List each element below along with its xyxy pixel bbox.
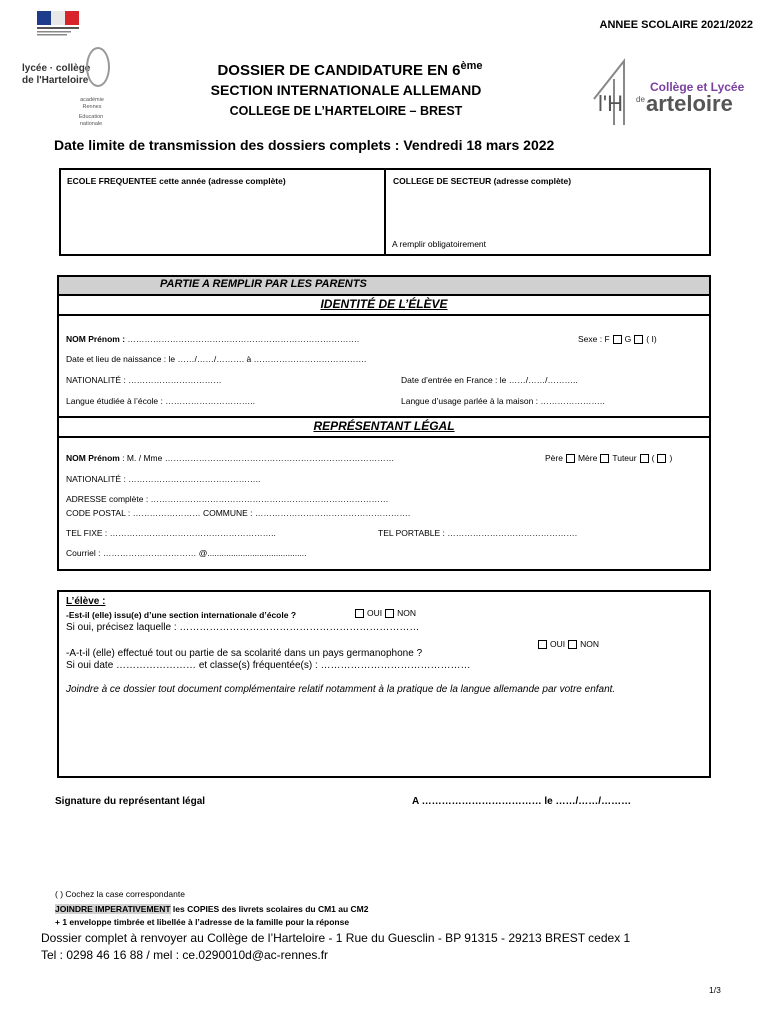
nom-prenom-label: NOM Prénom : [66,334,126,344]
signature-place-date: A ……………………………… le ……/……/……… [412,796,632,807]
rep-title: REPRÉSENTANT LÉGAL [313,419,455,433]
joindre-row [55,904,368,914]
q1-non-label: NON [397,608,417,618]
code-postal-row: CODE POSTAL : …………………… COMMUNE : ………………………………………………. [66,508,411,518]
logo-prefix: l'H [598,91,623,116]
adresse-row: ADRESSE complète : ………………………………………………………………………… [66,494,389,504]
courriel-row: Courriel : …………………………… @.......................................... [66,548,307,558]
college-secteur-label: COLLEGE DE SECTEUR (adresse complète) [393,176,572,186]
tel-portable-row: TEL PORTABLE : ………………………………………. [378,528,578,538]
remplir-obligatoirement: A remplir obligatoirement [392,239,487,249]
republic-logo [37,11,79,37]
enveloppe-row: + 1 enveloppe timbrée et libellée à l’adresse de la famille pour la réponse [55,917,350,927]
title-line3: COLLEGE DE L’HARTELOIRE – BREST [229,104,463,118]
eleve-q1-detail: Si oui, précisez laquelle : ……………………………………………………………… [66,622,420,633]
title-line2: SECTION INTERNATIONALE ALLEMAND [210,82,482,98]
logo-top-text: Collège et Lycée [650,80,745,94]
nom-prenom-dots: ………………………………………………………………………. [125,334,360,344]
college-lycee-logo [590,55,755,127]
date-entree-row: Date d’entrée en France : le ……/……/……….. [401,375,578,385]
pere-label: Père [545,453,563,463]
cochez-note: ( ) Cochez la case correspondante [55,889,185,899]
joindre-highlight: JOINDRE IMPERATIVEMENT [55,904,171,914]
rep-top-divider [57,416,711,418]
sexe-label: Sexe : F [578,334,610,344]
contact-row: Tel : 0298 46 16 88 / mel : ce.0290010d@ac-rennes.fr [41,948,329,962]
naissance-row: Date et lieu de naissance : le ……/……/………. à …………………………………. [66,354,367,364]
eleve-q1-options [352,608,416,618]
langue-ecole-row: Langue étudiée à l’école : ………………………….. [66,396,255,406]
nationalite-row: NATIONALITÉ : …………………………… [66,375,222,385]
sexe-g-checkbox[interactable] [634,335,643,344]
eleve-q1: -Est-il (elle) issu(e) d’une section internationale d’école ? [66,610,297,620]
tuteur-checkbox[interactable] [640,454,649,463]
sexe-end: ( I) [646,334,657,344]
rep-bottom-divider [57,436,711,438]
joindre-rest: les COPIES des livrets scolaires du CM1 au CM2 [170,904,369,914]
q2-non-checkbox[interactable] [568,640,577,649]
tuteur-end-checkbox[interactable] [657,454,666,463]
eleve-q2: -A-t-il (elle) effectué tout ou partie de sa scolarité dans un pays germanophone ? [66,648,423,659]
parents-band [59,277,709,294]
tuteur-end: ( [651,453,655,463]
mere-checkbox[interactable] [600,454,609,463]
dossier-address: Dossier complet à renvoyer au Collège de l’Harteloire - 1 Rue du Guesclin - BP 91315 - 29213 BREST cedex 1 [41,931,631,945]
parents-band-label: PARTIE A REMPLIR PAR LES PARENTS [160,278,367,290]
schools-divider [384,168,386,256]
q2-oui-label: OUI [550,639,566,649]
rep-nom-label: NOM Prénom [66,453,120,463]
title-superscript: ème [460,60,483,72]
band-divider [57,294,711,296]
rep-nationalite-row: NATIONALITÉ : ……………………………………….. [66,474,261,484]
sexe-g-label: G [624,334,632,344]
logo-de: de [636,95,645,104]
eleve-q2-detail: Si oui date …………………… et classe(s) fréquentée(s) : ……………………………………… [66,660,471,671]
logo-name: arteloire [646,91,733,116]
sexe-f-checkbox[interactable] [613,335,622,344]
rep-nom-rest: : M. / Mme ……………………………………………………………………… [119,453,395,463]
eleve-title: L’élève : [66,596,106,607]
deadline: Date limite de transmission des dossiers complets : Vendredi 18 mars 2022 [54,137,555,153]
education-nationale: Education nationale [78,114,104,127]
academie-logo-line1: lycée · collège [22,63,91,74]
tuteur-label: Tuteur [612,453,637,463]
ecole-frequentee-label: ECOLE FREQUENTEE cette année (adresse complète) [67,176,286,186]
school-year: ANNEE SCOLAIRE 2021/2022 [599,19,753,31]
identity-divider [57,314,711,316]
eleve-note: Joindre à ce dossier tout document complémentaire relatif notamment à la pratique de la langue allemande par votre enfant. [66,684,616,695]
q1-non-checkbox[interactable] [385,609,394,618]
rep-relation-row: Père Mère Tuteur ( ) [545,453,673,463]
signature-label: Signature du représentant légal [55,796,206,807]
q2-oui-checkbox[interactable] [538,640,547,649]
e-emblem-icon [86,47,110,87]
eleve-q2-options [535,639,599,649]
identity-title: IDENTITÉ DE L’ÉLÈVE [320,297,448,311]
tel-fixe-row: TEL FIXE : ………………………………………………….. [66,528,276,538]
academie-rennes: académie Rennes [80,97,104,110]
page-number: 1/3 [709,985,721,995]
sexe-row [578,334,657,344]
rep-nom-row [66,453,394,463]
pere-checkbox[interactable] [566,454,575,463]
title-line1 [180,60,520,79]
langue-maison-row: Langue d’usage parlée à la maison : ………………….. [401,396,605,406]
republic-logo-graphic [37,11,79,37]
nom-prenom-row [66,334,359,344]
title-main: DOSSIER DE CANDIDATURE EN 6 [217,62,461,79]
mere-label: Mère [577,453,598,463]
harteloire-academie-logo [20,45,115,135]
academie-logo-line2: de l'Harteloire [22,75,89,86]
q1-oui-checkbox[interactable] [355,609,364,618]
q1-oui-label: OUI [367,608,383,618]
q2-non-label: NON [580,639,600,649]
